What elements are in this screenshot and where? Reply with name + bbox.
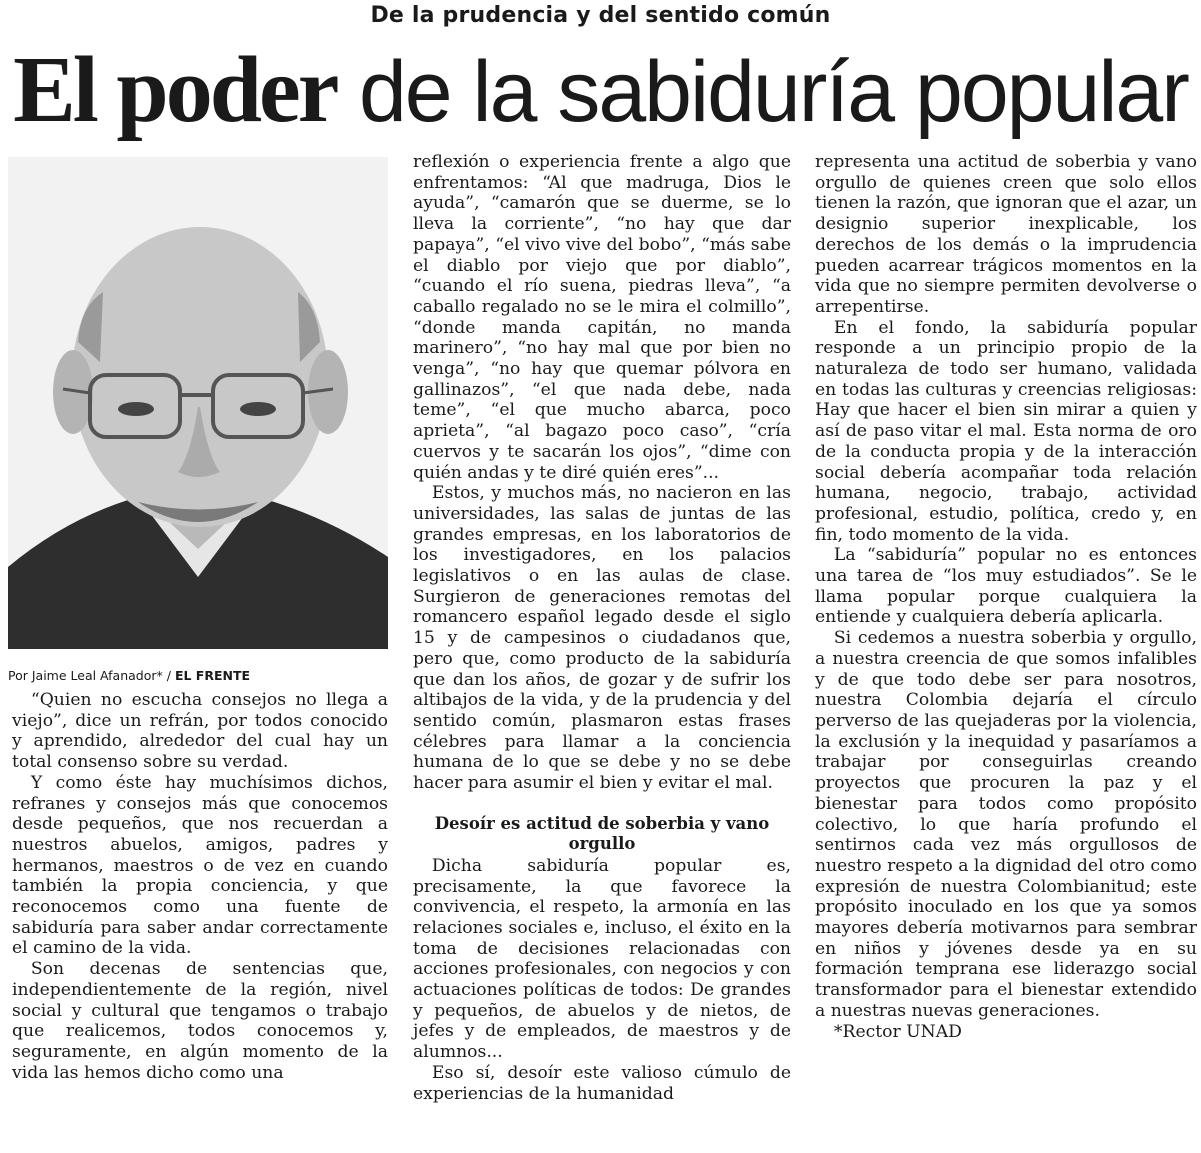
paragraph: Estos, y muchos más, no nacieron en las universidades, las salas de juntas de las grandes empresas, en los laboratorios de los investigadores, en los palacios legislativos o en las aulas de clase. Surgieron de generaciones remotas del romancero español legado desde el siglo 15 y de campesinos o ciudadanos que, pero que, como producto de la sabiduría que dan los años, de gozar y de sufrir los altibajos de la vida, y de la prudencia y del sentido común, plasmaron estas frases célebres para llamar a la conciencia humana de lo que se debe y no se debe hacer para asumir el bien y evitar el mal. (413, 483, 791, 794)
paragraph: Si cedemos a nuestra soberbia y orgullo, a nuestra creencia de que somos infalibles y de que todo debe ser para nosotros, nuestra Colombia dejaría el círculo perverso de las quejaderas por la violencia, la exclusión y la inequidad y pasaríamos a trabajar por conseguirlas creando proyectos que procuren la paz y el bienestar para todos como propósito colectivo, lo que haría profundo el sentirnos cada vez más orgullosos de nuestro respeto a la dignidad del otro como expresión de nuestra Colombianitud; este propósito inoculado en los que ya somos mayores debería motivarnos para sembrar en niños y jóvenes desde ya en su formación temprana ese liderazgo social transformador para el bienestar extendido a nuestras nuevas generaciones. (815, 628, 1197, 1021)
paragraph: Y como éste hay muchísimos dichos, refranes y consejos más que conocemos desde pequeños, que nos recuerdan a nuestros abuelos, amigos, padres y hermanos, maestros o de vez en cuando también la propia conciencia, y que reconocemos como una fuente de sabiduría para saber andar correctamente el camino de la vida. (12, 772, 388, 959)
headline-bold-part: El poder (13, 38, 337, 142)
author-photo (8, 157, 388, 649)
paragraph: Eso sí, desoír este valioso cúmulo de experiencias de la humanidad (413, 1062, 791, 1104)
article-column-2 (413, 152, 791, 1104)
section-subhead: Desoír es actitud de soberbia y vano orgullo (434, 813, 770, 853)
paragraph: reflexión o experiencia frente a algo que enfrentamos: “Al que madruga, Dios le ayuda”, “camarón que se duerme, se lo lleva la corriente”, “no hay que dar papaya”, “el vivo vive del bobo”, “más sabe el diablo por viejo que por diablo”, “cuando el río suena, piedras lleva”, “a caballo regalado no se le mira el colmillo”, “donde manda capitán, no manda marinero”, “no hay mal que por bien no venga”, “no hay que quemar pólvora en gallinazos”, “el que nada debe, nada teme”, “el que mucho abarca, poco aprieta”, “al bagazo poco caso”, “cría cuervos y te sacarán los ojos”, “dime con quién andas y te diré quién eres”... (413, 152, 791, 483)
byline (8, 668, 388, 684)
paragraph: En el fondo, la sabiduría popular responde a un principio propio de la naturaleza de todo ser humano, validada en todas las culturas y creencias religiosas: Hay que hacer el bien sin mirar a quien y así de paso vitar el mal. Esta norma de oro de la conducta propia y de la interacción social debería acompañar toda relación humana, negocio, trabajo, actividad profesional, estudio, política, credo y, en fin, todo momento de la vida. (815, 317, 1197, 545)
paragraph: representa una actitud de soberbia y vano orgullo de quienes creen que solo ellos tienen la razón, que ignoran que el azar, un designio superior inexplicable, los derechos de los demás o la imprudencia pueden acarrear trágicos momentos en la vida que no siempre permiten devolverse o arrepentirse. (815, 152, 1197, 317)
article-headline (0, 40, 1201, 142)
headline-light-part: de la sabiduría popular (358, 44, 1188, 140)
author-signature: *Rector UNAD (833, 1021, 962, 1042)
author-portrait-icon (8, 157, 388, 649)
paragraph: La “sabiduría” popular no es entonces una tarea de “los muy estudiados”. Se le llama popular porque cualquiera la entiende y cualquiera debería aplicarla. (815, 545, 1197, 628)
paragraph: “Quien no escucha consejos no llega a viejo”, dice un refrán, por todos conocido y aprendido, alrededor del cual hay un total consenso sobre su verdad. (12, 690, 388, 773)
byline-author: Por Jaime Leal Afanador* / (8, 668, 175, 683)
article-kicker: De la prudencia y del sentido común (370, 3, 831, 28)
byline-paper: EL FRENTE (174, 668, 251, 683)
article-column-3 (815, 152, 1197, 1042)
article-column-1 (12, 690, 388, 1083)
paragraph: Son decenas de sentencias que, independientemente de la región, nivel social y cultural que tengamos o trabajo que realicemos, todos conocemos y, seguramente, en algún momento de la vida las hemos dicho como una (12, 959, 388, 1083)
paragraph: Dicha sabiduría popular es, precisamente, la que favorece la convivencia, el respeto, la armonía en las relaciones sociales e, incluso, el éxito en la toma de decisiones relacionadas con acciones profesionales, con negocios y con actuaciones políticas de todos: De grandes y pequeños, de abuelos y de nietos, de jefes y de empleados, de maestros y de alumnos... (413, 855, 791, 1063)
